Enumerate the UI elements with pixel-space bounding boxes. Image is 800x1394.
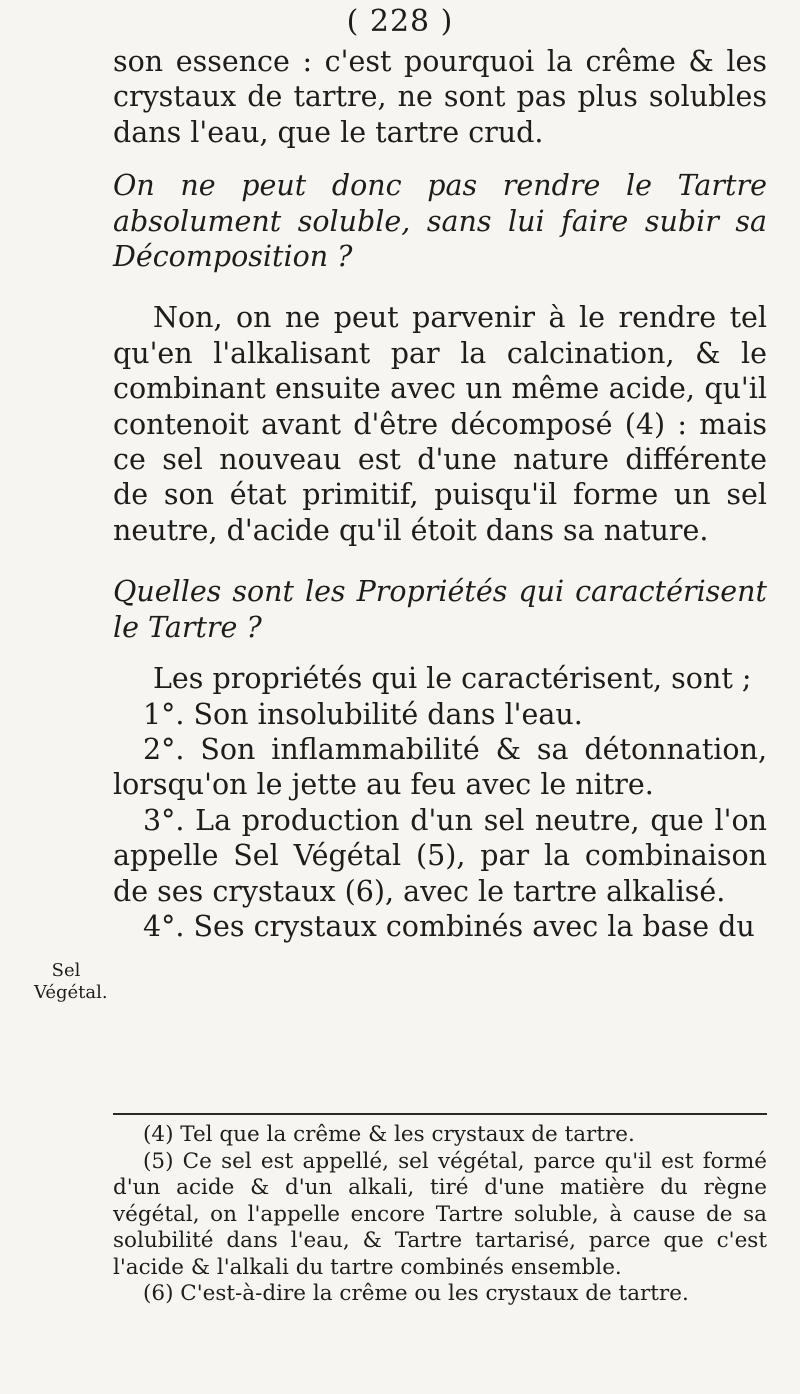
properties-intro: Les propriétés qui le caractérisent, sont ;	[153, 662, 752, 696]
footnote-4: (4) Tel que la crême & les crystaux de tartre.	[143, 1122, 635, 1147]
property-3: 3°. La production d'un sel neutre, que l'on appelle Sel Végétal (5), par la combinaison de ses crystaux (6), avec le tartre alkalisé.	[113, 803, 767, 908]
marginal-note: Sel Végétal.	[34, 960, 108, 1003]
question-1: On ne peut donc pas rendre le Tartre absolument soluble, sans lui faire subir sa Décomposition ?	[113, 169, 767, 274]
footnote-divider	[113, 1113, 767, 1115]
paragraph-1: son essence : c'est pourquoi la crême & les crystaux de tartre, ne sont pas plus solubles dans l'eau, que le tartre crud.	[113, 45, 767, 149]
footnote-6: (6) C'est-à-dire la crême ou les crystaux de tartre.	[143, 1281, 689, 1306]
property-4: 4°. Ses crystaux combinés avec la base du	[143, 909, 755, 943]
footnote-5: (5) Ce sel est appellé, sel végétal, parce qu'il est formé d'un acide & d'un alkali, tiré d'une matière du règne végétal, on l'appelle encore Tartre soluble, à cause de sa solubilité dans l'eau, & Tartre tartarisé, parce que c'est l'acide & l'alkali du tartre combinés ensemble.	[113, 1148, 767, 1280]
property-1: 1°. Son insolubilité dans l'eau.	[143, 697, 583, 731]
footnotes	[113, 1122, 767, 1308]
paragraph-2: Non, on ne peut parvenir à le rendre tel qu'en l'alkalisant par la calcination, & le combinant ensuite avec un même acide, qu'il contenoit avant d'être décomposé (4) : mais ce sel nouveau est d'une nature différente de son état primitif, puisqu'il forme un sel neutre, d'acide qu'il étoit dans sa nature.	[113, 301, 767, 547]
page-number: ( 228 )	[346, 4, 454, 39]
main-text	[113, 44, 767, 944]
property-2: 2°. Son inflammabilité & sa détonnation, lorsqu'on le jette au feu avec le nitre.	[113, 732, 767, 802]
question-2: Quelles sont les Propriétés qui caractérisent le Tartre ?	[113, 575, 767, 644]
